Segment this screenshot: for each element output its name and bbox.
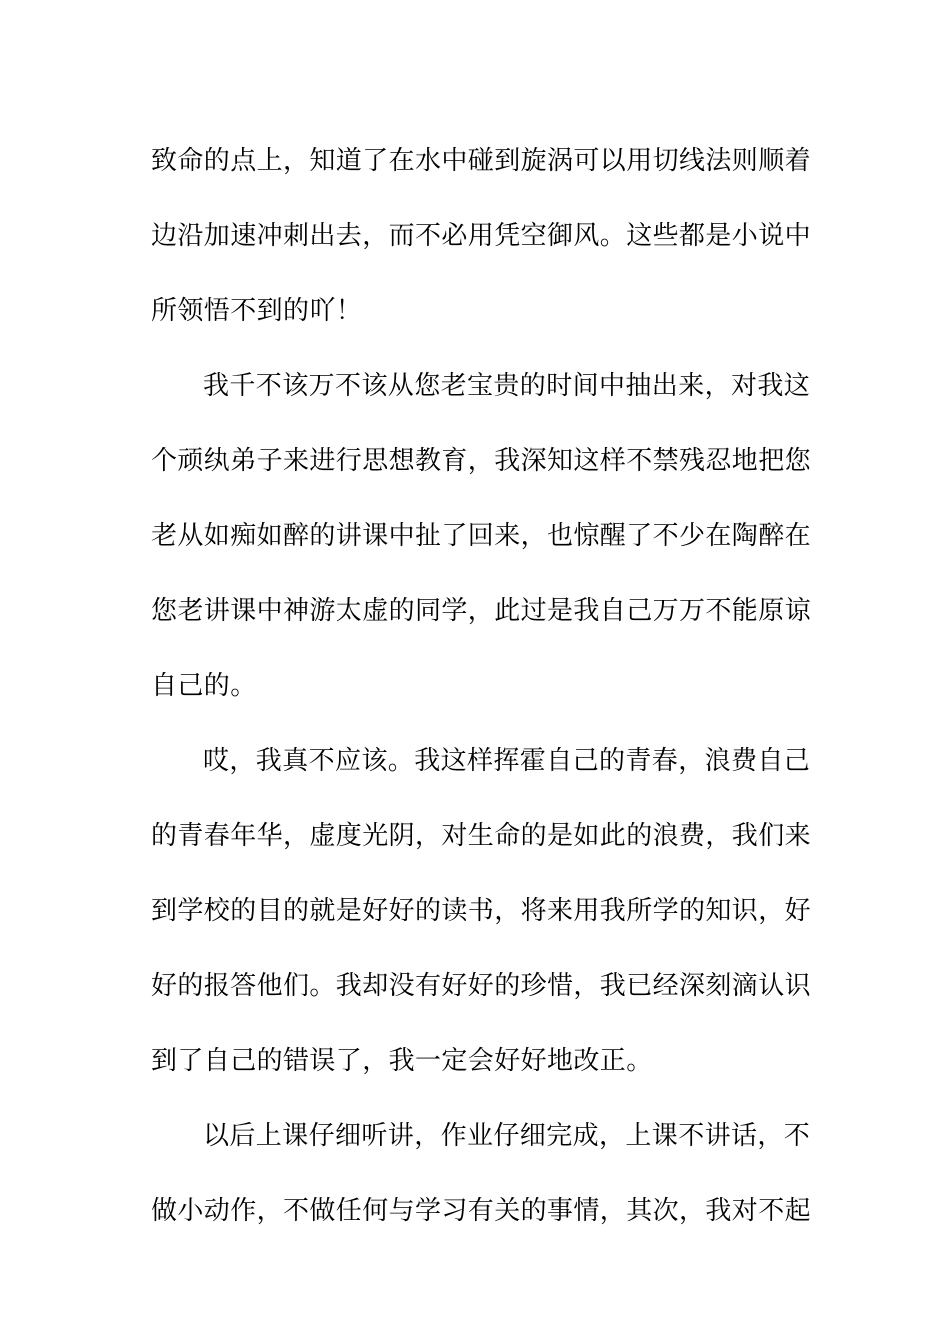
text-line: 做小动作，不做任何与学习有关的事情，其次，我对不起 [151,1196,812,1226]
text-line: 个顽纨弟子来进行思想教育，我深知这样不禁残忍地把您 [151,446,812,476]
text-line: 老从如痴如醉的讲课中扯了回来，也惊醒了不少在陶醉在 [151,521,812,551]
paragraph-start-line: 我千不该万不该从您老宝贵的时间中抽出来，对我这 [203,371,811,401]
text-line: 的青春年华，虚度光阴，对生命的是如此的浪费，我们来 [151,821,812,851]
paragraph-start-line: 以后上课仔细听讲，作业仔细完成，上课不讲话，不 [203,1121,811,1151]
text-line: 自己的。 [151,671,257,701]
text-line: 边沿加速冲刺出去，而不必用凭空御风。这些都是小说中 [151,221,812,251]
text-line: 好的报答他们。我却没有好好的珍惜，我已经深刻滴认识 [151,971,812,1001]
text-line: 致命的点上，知道了在水中碰到旋涡可以用切线法则顺着 [151,146,812,176]
text-line: 所领悟不到的吖！ [151,296,363,326]
text-line: 到学校的目的就是好好的读书，将来用我所学的知识，好 [151,896,812,926]
text-line: 您老讲课中神游太虚的同学，此过是我自己万万不能原谅 [151,596,812,626]
body-text [151,124,812,1249]
text-line: 到了自己的错误了，我一定会好好地改正。 [151,1046,653,1076]
paragraph-start-line: 哎，我真不应该。我这样挥霍自己的青春，浪费自己 [203,746,811,776]
